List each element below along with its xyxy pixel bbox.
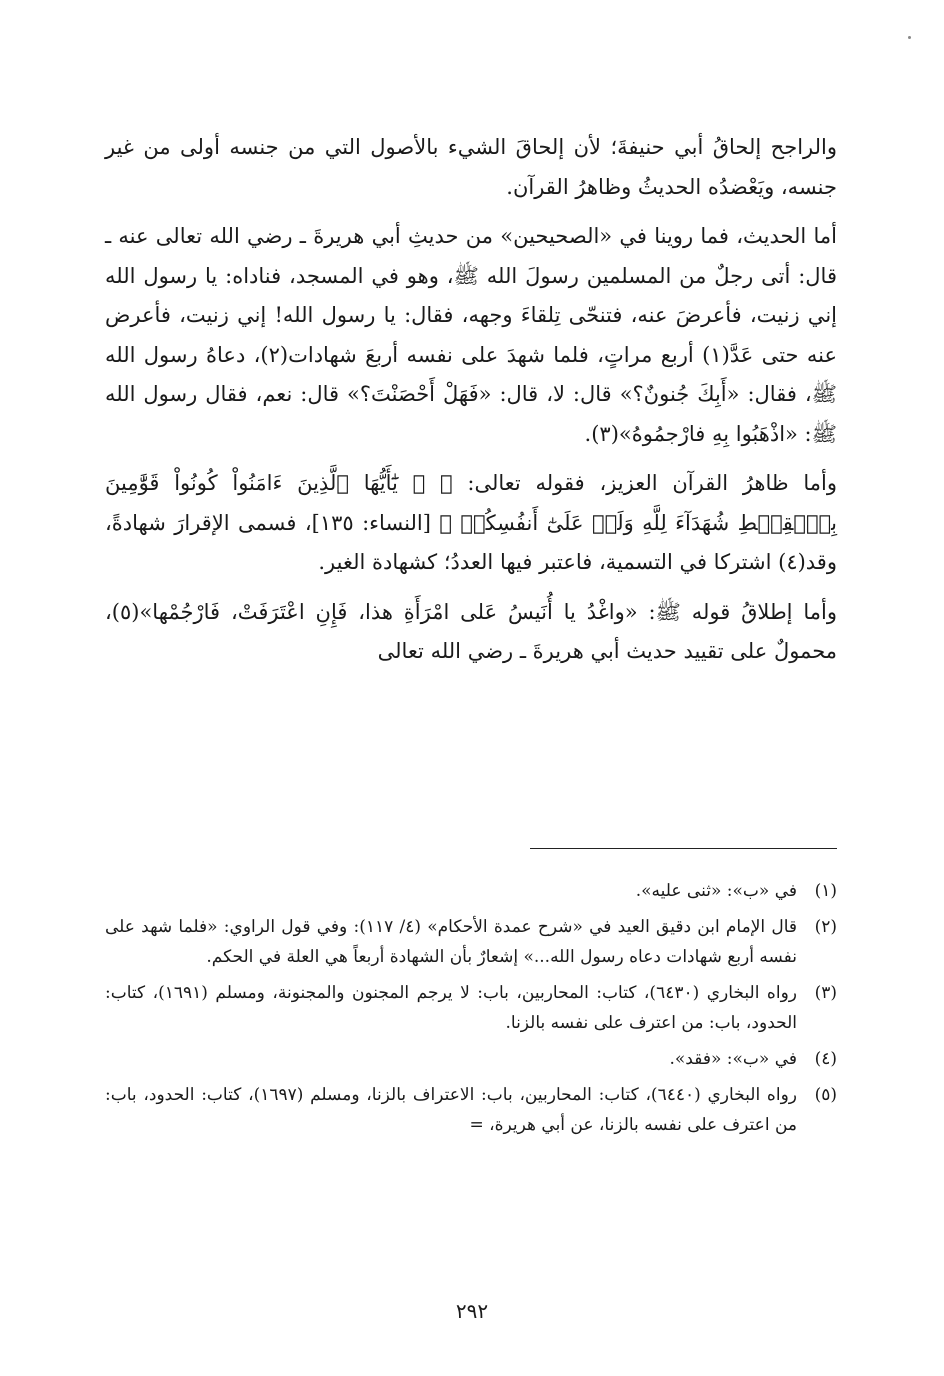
footnote-separator [530, 848, 837, 849]
footnote [105, 876, 837, 906]
footnote-text: رواه البخاري (٦٤٤٠)، كتاب: المحاربين، باب: الاعتراف بالزنا، ومسلم (١٦٩٧)، كتاب: الحدود، باب: من اعترف على نفسه بالزنا، عن أبي هريرة، = [105, 1085, 797, 1135]
main-text [105, 128, 837, 672]
footnote-text: في «ب»: «فقد». [669, 1049, 797, 1069]
footnote-text: رواه البخاري (٦٤٣٠)، كتاب: المحاربين، باب: لا يرجم المجنون والمجنونة، ومسلم (١٦٩١)، كتاب: الحدود، باب: من اعترف على نفسه بالزنا. [105, 983, 797, 1033]
paragraph-4: وأما إطلاقُ قوله ﷺ: «واغْدُ يا أُنَيسُ عَلى امْرَأَةِ هذا، فَإِنِ اعْتَرَفَتْ، فَارْجُمْها»(٥)، محمولٌ على تقييد حديث أبي هريرةَ ـ رضي الله تعالى [105, 599, 837, 663]
scan-mark [908, 36, 911, 39]
footnote-number: (٣) [814, 983, 837, 1003]
footnotes [105, 876, 837, 1146]
footnote-number: (٢) [814, 917, 837, 937]
footnote [105, 978, 837, 1038]
footnote [105, 1044, 837, 1074]
paragraph-1: والراجح إلحاقُ أبي حنيفةَ؛ لأن إلحاقَ الشيء بالأصول التي من جنسه أولى من غير جنسه، ويَعْضدُه الحديثُ وظاهرُ القرآن. [105, 135, 837, 199]
footnote-number: (٤) [814, 1049, 837, 1069]
footnote-number: (٥) [814, 1085, 837, 1105]
paragraph-3: وأما ظاهرُ القرآن العزيز، فقوله تعالى: ﴿ ۞ يَٰٓأَيُّهَا ٱلَّذِينَ ءَامَنُواْ كُونُواْ قَوَّٰمِينَ بِٱلۡقِسۡطِ شُهَدَآءَ لِلَّهِ وَلَوۡ عَلَىٰٓ أَنفُسِكُمۡ ﴾ [النساء: ١٣٥]، فسمى الإقرارَ شهادةً، وقد(٤) اشتركا في التسمية، فاعتبر فيها العددُ؛ كشهادة الغير. [105, 471, 837, 574]
footnote [105, 912, 837, 972]
page-number: ٢٩٢ [455, 1299, 489, 1323]
paragraph-2: أما الحديث، فما روينا في «الصحيحين» من حديثِ أبي هريرةَ ـ رضي الله تعالى عنه ـ قال: أتى رجلٌ من المسلمين رسولَ الله ﷺ، وهو في المسجد، فناداه: يا رسول الله إني زنيت، فأعرضَ عنه، فتنحّى تِلقاءَ وجهه، فقال: يا رسول الله! إني زنيت، فأعرض عنه حتى عَدَّ(١) أربع مراتٍ، فلما شهدَ على نفسه أربعَ شهادات(٢)، دعاهُ رسول الله ﷺ، فقال: «أَبِكَ جُنونٌ؟» قال: لا، قال: «فَهَلْ أَحْصَنْتَ؟» قال: نعم، فقال رسول الله ﷺ: «اذْهَبُوا بِهِ فارْجمُوهُ»(٣). [105, 224, 837, 446]
footnote-text: قال الإمام ابن دقيق العيد في «شرح عمدة الأحكام» (٤/ ١١٧): وفي قول الراوي: «فلما شهد على نفسه أربع شهادات دعاه رسول الله...» إشعارٌ بأن الشهادة أربعاً هي العلة في الحكم. [105, 917, 798, 967]
footnote-number: (١) [814, 881, 837, 901]
footnote [105, 1080, 837, 1140]
footnote-text: في «ب»: «ثنى عليه». [635, 881, 797, 901]
